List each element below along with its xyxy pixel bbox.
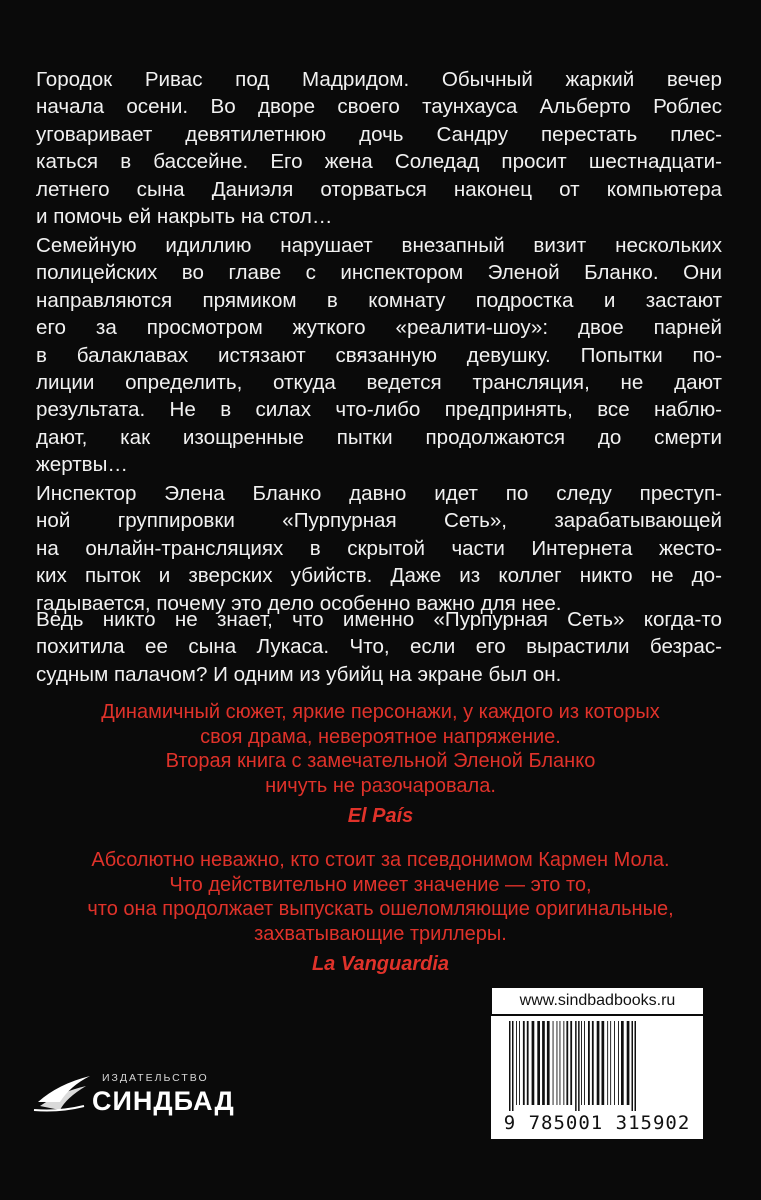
review-quote-el-pais <box>40 700 721 829</box>
text-line: каться в бассейне. Его жена Соледад просит шестнадцати- <box>36 150 722 174</box>
synopsis-paragraph-4 <box>36 606 722 688</box>
quote-line: захватывающие триллеры. <box>254 922 507 945</box>
barcode-bar <box>553 1021 554 1105</box>
quote-line: Вторая книга с замечательной Эленой Бланко <box>165 750 596 772</box>
isbn-number: 9 785001 315902 <box>503 1112 691 1134</box>
barcode-bar <box>618 1021 619 1105</box>
quote-line: Что действительно имеет значение — это то, <box>169 873 592 896</box>
text-line: ной группировки «Пурпурная Сеть», зарабатывающей <box>36 509 722 533</box>
synopsis-paragraph-3 <box>36 480 722 617</box>
text-line: на онлайн-трансляциях в скрытой части Интернета жесто- <box>36 536 722 560</box>
barcode <box>491 1016 703 1139</box>
publisher-label: ИЗДАТЕЛЬСТВО <box>102 1072 209 1084</box>
quote-line: Динамичный сюжет, яркие персонажи, у каждого из которых <box>101 701 660 723</box>
publisher-name: СИНДБАД <box>92 1086 235 1116</box>
quote-line: Абсолютно неважно, кто стоит за псевдонимом Кармен Мола. <box>91 849 670 871</box>
text-line: Ведь никто не знает, что именно «Пурпурная Сеть» когда-то <box>36 608 722 631</box>
barcode-bar <box>560 1021 561 1105</box>
barcode-bar <box>527 1021 529 1105</box>
text-line: Инспектор Элена Бланко давно идет по следу преступ- <box>36 482 722 505</box>
text-line: Городок Ривас под Мадридом. Обычный жаркий вечер <box>36 68 722 91</box>
barcode-bar <box>557 1021 558 1105</box>
barcode-bar <box>542 1021 545 1105</box>
text-line: ких пыток и зверских убийств. Даже из коллег никто не до- <box>36 564 722 588</box>
barcode-bar <box>607 1021 608 1105</box>
barcode-bar <box>512 1021 514 1111</box>
text-line: и помочь ей накрыть на стол… <box>36 205 333 229</box>
quote-source: La Vanguardia <box>311 953 450 975</box>
barcode-bar <box>570 1021 572 1105</box>
text-line: Семейную идиллию нарушает внезапный визит нескольких <box>36 234 722 257</box>
barcode-bar <box>532 1021 535 1105</box>
synopsis-paragraph-2 <box>36 232 722 479</box>
publisher-logo <box>30 1062 250 1118</box>
barcode-bar <box>563 1021 564 1105</box>
publisher-url[interactable]: www.sindbadbooks.ru <box>492 988 703 1014</box>
barcode-bar <box>621 1021 624 1105</box>
barcode-bar <box>537 1021 540 1105</box>
text-line: дают, как изощренные пытки продолжаются до смерти <box>36 425 722 449</box>
quote-source: El País <box>347 805 414 827</box>
text-line: жертвы… <box>36 453 128 477</box>
barcode-bar <box>547 1021 550 1105</box>
barcode-bar <box>584 1021 585 1105</box>
barcode-bar <box>516 1021 517 1105</box>
text-line: результата. Не в силах что-либо предпринять, все наблю- <box>36 398 722 422</box>
barcode-bar <box>578 1021 580 1111</box>
barcode-bar <box>519 1021 520 1105</box>
text-line: в балаклавах истязают связанную девушку. Попытки по- <box>36 343 722 367</box>
barcode-bar <box>602 1021 605 1105</box>
barcode-bar <box>588 1021 590 1105</box>
text-line: судным палачом? И одним из убийц на экране был он. <box>36 662 562 686</box>
text-line: лиции определить, откуда ведется трансляция, не дают <box>36 371 722 395</box>
text-line: его за просмотром жуткого «реалити-шоу»: двое парней <box>36 316 722 340</box>
quote-line: своя драма, невероятное напряжение. <box>200 725 561 748</box>
text-line: направляются прямиком в комнату подростка и застают <box>36 288 722 312</box>
barcode-bar <box>509 1021 511 1111</box>
barcode-bar <box>627 1021 630 1105</box>
barcode-bar <box>575 1021 577 1111</box>
barcode-bar <box>523 1021 525 1105</box>
barcode-bar <box>566 1021 568 1105</box>
barcode-bar <box>597 1021 600 1105</box>
text-line: летнего сына Даниэля оторваться наконец от компьютера <box>36 177 722 201</box>
quote-line: что она продолжает выпускать ошеломляющие оригинальные, <box>87 898 674 920</box>
text-line: начала осени. Во дворе своего таунхауса Альберто Роблес <box>36 95 722 119</box>
text-line: полицейских во главе с инспектором Эленой Бланко. Они <box>36 261 722 285</box>
barcode-bar <box>632 1021 634 1111</box>
quote-line: ничуть не разочаровала. <box>265 774 496 797</box>
barcode-bar <box>635 1021 637 1111</box>
barcode-bars <box>507 1021 687 1111</box>
barcode-bar <box>614 1021 615 1105</box>
text-line: уговаривает девятилетнюю дочь Сандру перестать плес- <box>36 122 722 146</box>
barcode-bar <box>610 1021 611 1105</box>
review-quote-la-vanguardia <box>40 848 721 977</box>
synopsis-paragraph-1 <box>36 66 722 230</box>
text-line: гадывается, почему это дело особенно важно для нее. <box>36 591 562 615</box>
barcode-bar <box>592 1021 594 1105</box>
text-line: похитила ее сына Лукаса. Что, если его вырастили безрас- <box>36 635 722 659</box>
sail-icon <box>30 1062 92 1118</box>
barcode-bar <box>581 1021 582 1105</box>
